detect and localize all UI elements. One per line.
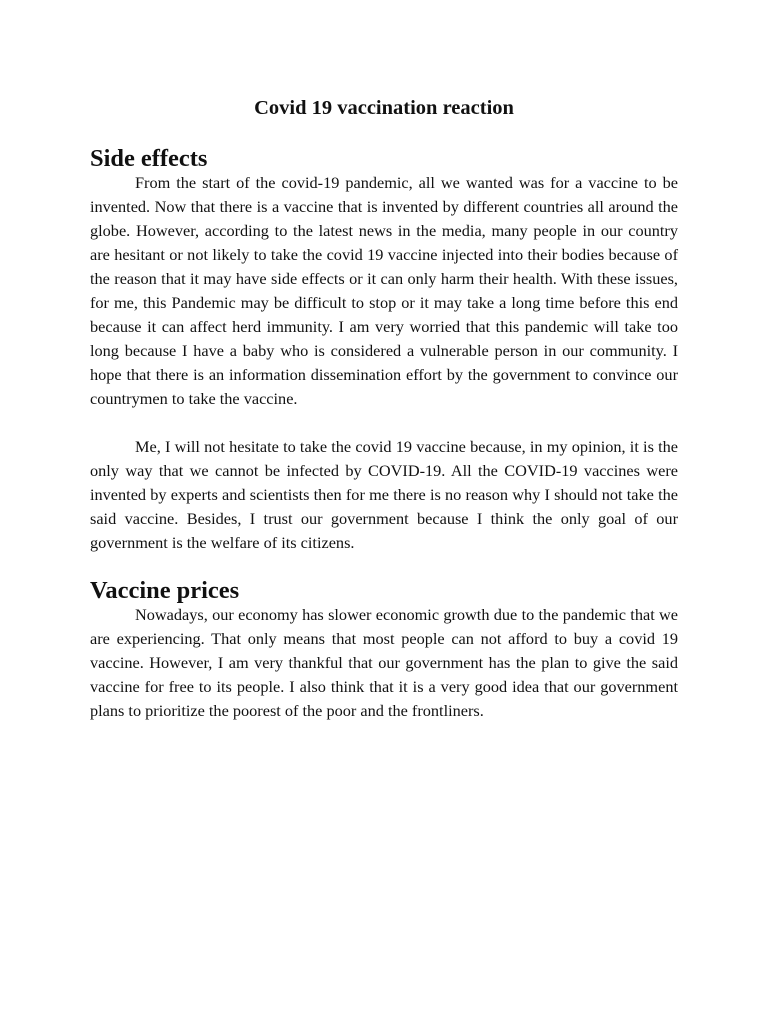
paragraph-side-effects-2: Me, I will not hesitate to take the covid 19 vaccine because, in my opinion, it is the only way that we cannot be infected by COVID-19. All the COVID-19 vaccines were invented by experts and scientists then for me there is no reason why I should not take the said vaccine. Besides, I trust our government because I think the only goal of our government is the welfare of its citizens. [90,437,678,552]
document-body [90,147,678,723]
section-vaccine-prices [90,579,678,723]
section-side-effects [90,147,678,579]
document-title: Covid 19 vaccination reaction [254,97,514,119]
paragraph-vaccine-prices-1: Nowadays, our economy has slower economic growth due to the pandemic that we are experiencing. That only means that most people can not afford to buy a covid 19 vaccine. However, I am very thankful that our government has the plan to give the said vaccine for free to its people. I also think that it is a very good idea that our government plans to prioritize the poorest of the poor and the frontliners. [90,605,678,720]
section-heading-side-effects: Side effects [90,145,208,172]
section-heading-vaccine-prices: Vaccine prices [90,577,240,604]
paragraph-spacer [90,555,678,579]
paragraph-side-effects-1: From the start of the covid-19 pandemic, all we wanted was for a vaccine to be invented. Now that there is a vaccine that is invented by different countries all around the globe. However, according to the latest news in the media, many people in our country are hesitant or not likely to take the covid 19 vaccine injected into their bodies because of the reason that it may have side effects or it can only harm their health. With these issues, for me, this Pandemic may be difficult to stop or it may take a long time before this end because it can affect herd immunity. I am very worried that this pandemic will take too long because I have a baby who is considered a vulnerable person in our community. I hope that there is an information dissemination effort by the government to convince our countrymen to take the vaccine. [90,173,678,408]
paragraph-spacer [90,411,678,435]
